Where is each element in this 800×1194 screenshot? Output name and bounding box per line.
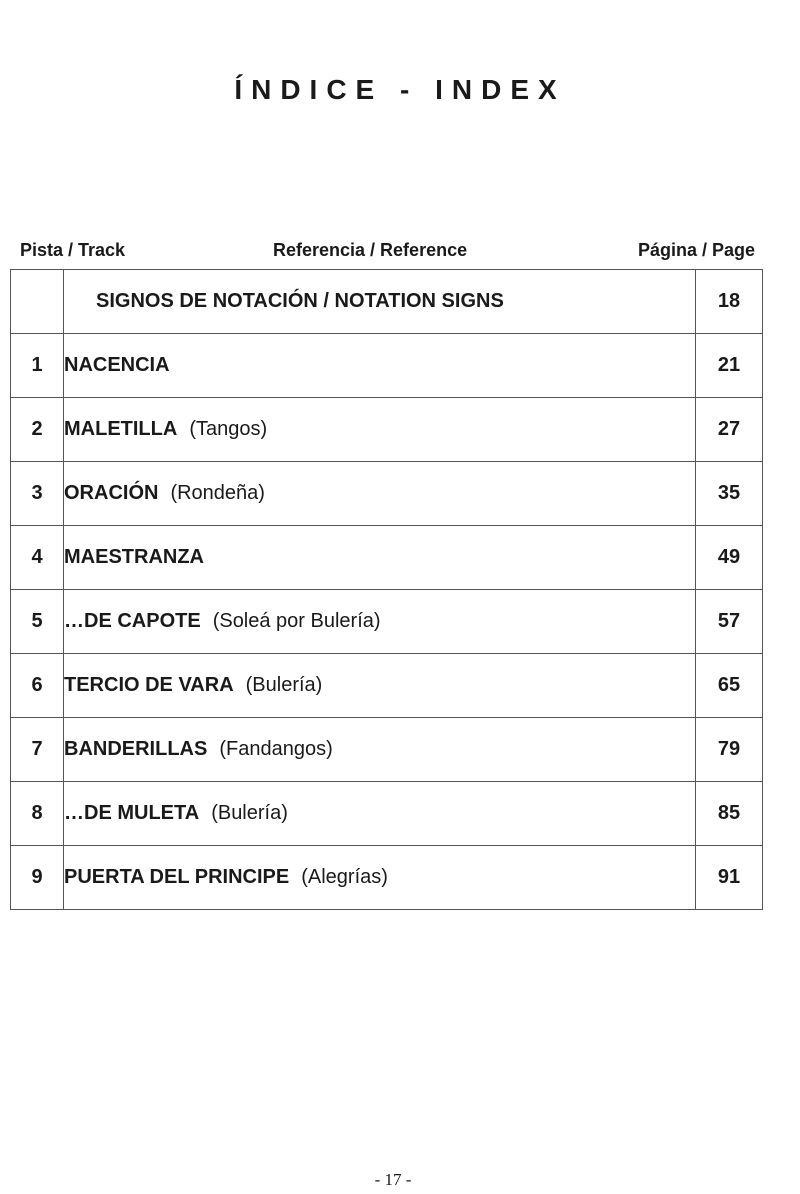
reference-cell (64, 590, 696, 654)
column-header-reference: Referencia / Reference (273, 240, 468, 260)
column-headers (0, 240, 800, 262)
reference-title: ORACIÓN (64, 482, 159, 504)
page-number-cell: 85 (696, 782, 763, 846)
reference-style: (Rondeña) (170, 482, 265, 504)
table-row (11, 846, 763, 910)
page-number-cell: 18 (696, 270, 763, 334)
table-row (11, 718, 763, 782)
track-number (11, 270, 64, 334)
table-row (11, 334, 763, 398)
reference-style: (Bulería) (245, 674, 323, 696)
reference-style: (Soleá por Bulería) (212, 610, 381, 632)
reference-cell (64, 846, 696, 910)
page-title: ÍNDICE - INDEX (234, 74, 566, 105)
reference-title: MAESTRANZA (64, 546, 204, 568)
page-number-cell: 91 (696, 846, 763, 910)
table-row (11, 590, 763, 654)
reference-title: PUERTA DEL PRINCIPE (64, 866, 290, 888)
page-number-cell: 35 (696, 462, 763, 526)
page-number-cell: 49 (696, 526, 763, 590)
reference-cell (64, 334, 696, 398)
reference-title: TERCIO DE VARA (64, 674, 234, 696)
table-row (11, 462, 763, 526)
track-number: 8 (11, 782, 64, 846)
track-number: 3 (11, 462, 64, 526)
column-header-page: Página / Page (637, 240, 755, 260)
reference-style: (Bulería) (211, 802, 288, 824)
reference-title: BANDERILLAS (64, 738, 208, 760)
track-number: 6 (11, 654, 64, 718)
reference-style: (Tangos) (189, 418, 268, 440)
page-number-cell: 21 (696, 334, 763, 398)
reference-title: SIGNOS DE NOTACIÓN / NOTATION SIGNS (96, 290, 504, 312)
reference-cell (64, 526, 696, 590)
page-number-cell: 79 (696, 718, 763, 782)
track-number: 7 (11, 718, 64, 782)
reference-cell (64, 718, 696, 782)
table-row (11, 270, 763, 334)
reference-title: …DE MULETA (64, 802, 200, 824)
track-number: 1 (11, 334, 64, 398)
table-row (11, 782, 763, 846)
reference-cell (64, 654, 696, 718)
table-row (11, 526, 763, 590)
track-number: 5 (11, 590, 64, 654)
page-footer-number: - 17 - (374, 1170, 412, 1189)
reference-title: MALETILLA (64, 418, 178, 440)
reference-cell (64, 462, 696, 526)
reference-cell (64, 782, 696, 846)
page-number-cell: 27 (696, 398, 763, 462)
page-number-cell: 65 (696, 654, 763, 718)
reference-cell (64, 398, 696, 462)
reference-style: (Alegrías) (301, 866, 388, 888)
column-header-track: Pista / Track (20, 240, 126, 260)
index-table (10, 269, 763, 910)
table-row (11, 654, 763, 718)
reference-title: …DE CAPOTE (64, 610, 201, 632)
track-number: 2 (11, 398, 64, 462)
track-number: 9 (11, 846, 64, 910)
track-number: 4 (11, 526, 64, 590)
reference-style: (Fandangos) (219, 738, 333, 760)
page-number-cell: 57 (696, 590, 763, 654)
reference-title: NACENCIA (64, 354, 170, 376)
reference-cell (64, 270, 696, 334)
table-row (11, 398, 763, 462)
